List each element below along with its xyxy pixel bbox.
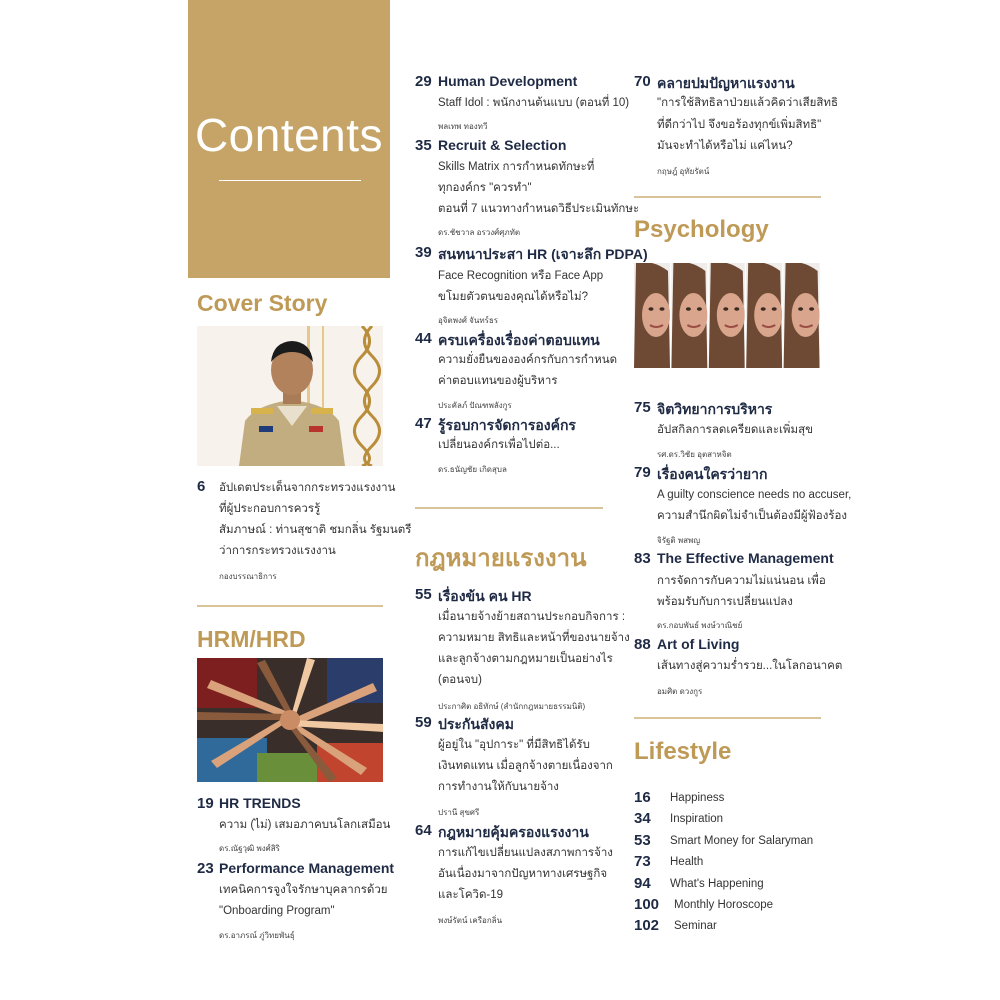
entry-author: ดร.กอบพันธ์ พงษ์วาณิชย์ (657, 621, 743, 630)
entry-author: ดร.ชัชวาล อรวงศ์ศุภทัต (438, 228, 521, 237)
entry-line: และโควิด-19 (438, 889, 504, 901)
page-number: 55 (415, 586, 432, 603)
page-number: 59 (415, 714, 432, 731)
toc-entry-org-management[interactable] (415, 415, 605, 475)
entry-author: ประกาศิต อธิทักษ์ (สำนักกฎหมายธรรมนิติ) (438, 702, 586, 711)
entry-line: A guilty conscience needs no accuser, (657, 489, 852, 501)
page-number: 75 (634, 399, 651, 416)
entry-line: Skills Matrix การกำหนดทักษะที่ (438, 161, 595, 173)
page-number: 47 (415, 415, 432, 432)
entry-title: Recruit & Selection (438, 137, 567, 153)
section-divider (415, 507, 603, 509)
page-number: 102 (634, 917, 660, 934)
lifestyle-label: What's Happening (670, 878, 764, 890)
entry-line: "Onboarding Program" (219, 905, 335, 917)
toc-entry-hr-trends[interactable] (197, 795, 391, 855)
entry-title: สนทนาประสา HR (เจาะลึก PDPA) (438, 246, 648, 262)
entry-author: ดร.ณัฐวุฒิ พงศ์สิริ (219, 844, 280, 853)
entry-line: เปลี่ยนองค์กรเพื่อไปต่อ... (438, 439, 560, 451)
section-heading-lifestyle: Lifestyle (634, 738, 732, 765)
entry-line: อัปเดตประเด็นจากกระทรวงแรงงาน (219, 482, 396, 494)
entry-line: (ตอนจบ) (438, 674, 482, 686)
toc-entry-management-psychology[interactable] (634, 399, 834, 459)
entry-title: เรื่องคนใครว่ายาก (657, 466, 768, 482)
entry-line: อันเนื่องมาจากปัญหาทางเศรษฐกิจ (438, 868, 608, 880)
entry-line: "การใช้สิทธิลาป่วยแล้วคิดว่าเสียสิทธิ (657, 97, 839, 109)
page-number: 34 (634, 810, 651, 827)
entry-line: การแก้ไขเปลี่ยนแปลงสภาพการจ้าง (438, 847, 613, 859)
toc-entry-cover-story[interactable] (197, 478, 412, 583)
entry-title: ประกันสังคม (438, 716, 514, 732)
toc-entry-art-of-living[interactable] (634, 636, 843, 696)
page-number: 16 (634, 789, 651, 806)
psychology-photo (634, 263, 821, 368)
entry-author: ดร.อาภรณ์ ภู่วิทยพันธุ์ (219, 931, 295, 940)
entry-line: พร้อมรับกับการเปลี่ยนแปลง (657, 596, 793, 608)
entry-author: กฤษฎ์ อุทัยรัตน์ (657, 167, 710, 176)
section-heading-cover-story: Cover Story (197, 290, 328, 316)
toc-entry-pdpa[interactable] (415, 244, 648, 325)
entry-author: พลเทพ ทองทวี (438, 122, 488, 131)
entry-title: เรื่องข้น คน HR (438, 588, 532, 604)
entry-author: อุจิตพงศ์ จันทร์ธร (438, 316, 499, 325)
entry-line: และลูกจ้างตามกฎหมายเป็นอย่างไร (438, 653, 613, 665)
page-number: 29 (415, 73, 432, 90)
toc-entry-labor-protection[interactable] (415, 822, 613, 925)
entry-line: ที่ดีกว่าไป จึงขอร้องทุกข์เพิ่มสิทธิ" (657, 119, 822, 131)
entry-author: รศ.ดร.วิชัย อุตสาหจิต (657, 450, 732, 459)
page-number: 35 (415, 137, 432, 154)
section-heading-labor-law: กฎหมายแรงงาน (415, 545, 587, 572)
entry-author: พงษ์รัตน์ เครือกลิ่น (438, 916, 503, 925)
entry-author: กองบรรณาธิการ (219, 572, 277, 581)
section-divider (634, 196, 821, 198)
toc-entry-effective-management[interactable] (634, 550, 834, 630)
page-number: 88 (634, 636, 651, 653)
toc-entry-people-matters[interactable] (634, 464, 852, 545)
entry-title: รู้รอบการจัดการองค์กร (438, 417, 576, 433)
entry-line: เส้นทางสู่ความร่ำรวย...ในโลกอนาคต (657, 660, 843, 672)
page-number: 23 (197, 860, 214, 877)
entry-title: Art of Living (657, 636, 740, 652)
entry-line: Face Recognition หรือ Face App (438, 270, 604, 282)
toc-entry-hr-issues[interactable] (415, 586, 630, 716)
page-number: 19 (197, 795, 214, 812)
entry-line: ตอนที่ 7 แนวทางกำหนดวิธีประเมินทักษะ (438, 203, 640, 215)
entry-author: ดร.ธนัญชัย เกิดสุบล (438, 465, 507, 474)
lifestyle-label: Inspiration (670, 813, 724, 825)
entry-line: มันจะทำได้หรือไม่ แค่ไหน? (657, 140, 793, 152)
entry-line: การทำงานให้กับนายจ้าง (438, 781, 559, 793)
entry-title: ครบเครื่องเรื่องค่าตอบแทน (438, 332, 600, 348)
entry-line: เงินทดแทน เมื่อลูกจ้างตายเนื่องจาก (438, 760, 613, 772)
entry-line: ขโมยตัวตนของคุณได้หรือไม่? (438, 291, 589, 303)
lifestyle-label: Health (670, 856, 704, 868)
entry-line: สัมภาษณ์ : ท่านสุชาติ ชมกลิ่น รัฐมนตรี (219, 524, 412, 536)
lifestyle-label: Smart Money for Salaryman (670, 835, 814, 847)
entry-line: ความสำนึกผิดไม่จำเป็นต้องมีผู้ฟ้องร้อง (657, 510, 848, 522)
lifestyle-label: Happiness (670, 792, 725, 804)
page-number: 83 (634, 550, 651, 567)
entry-line: ที่ผู้ประกอบการควรรู้ (219, 503, 321, 515)
page-number: 64 (415, 822, 432, 839)
toc-entry-human-development[interactable] (415, 73, 630, 131)
contents-banner (188, 0, 390, 278)
entry-line: ว่าการกระทรวงแรงงาน (219, 545, 336, 557)
entry-title: จิตวิทยาการบริหาร (657, 401, 773, 417)
page-number: 73 (634, 853, 651, 870)
page-title: Contents (194, 109, 384, 161)
entry-line: เมื่อนายจ้างย้ายสถานประกอบกิจการ : (438, 611, 626, 623)
hrm-hrd-photo (197, 658, 383, 782)
entry-author: อมศิต ดวงกูร (657, 687, 703, 696)
section-heading-psychology: Psychology (634, 216, 769, 243)
cover-story-photo (197, 326, 383, 466)
entry-title: The Effective Management (657, 550, 834, 566)
page-number: 70 (634, 73, 651, 90)
entry-title: Performance Management (219, 860, 395, 876)
entry-title: คลายปมปัญหาแรงงาน (657, 75, 795, 91)
page-number: 79 (634, 464, 651, 481)
entry-title: HR TRENDS (219, 795, 301, 811)
entry-author: ประคัลภ์ ปัณฑพลังกูร (438, 401, 512, 410)
entry-line: ความ (ไม่) เสมอภาคบนโลกเสมือน (219, 819, 391, 831)
entry-line: การจัดการกับความไม่แน่นอน เพื่อ (657, 575, 826, 587)
section-divider (197, 605, 383, 607)
title-underline (219, 180, 361, 181)
lifestyle-label: Monthly Horoscope (674, 899, 774, 911)
toc-entry-labor-problems[interactable] (634, 73, 839, 178)
toc-entry-compensation[interactable] (415, 330, 618, 410)
toc-entry-social-security[interactable] (415, 714, 613, 817)
toc-entry-performance-management[interactable] (197, 860, 395, 940)
section-heading-hrm-hrd: HRM/HRD (197, 626, 306, 652)
entry-line: ทุกองค์กร "ควรทำ" (438, 182, 532, 194)
page-number: 94 (634, 875, 651, 892)
entry-line: ค่าตอบแทนของผู้บริหาร (438, 375, 558, 387)
toc-entry-recruit-selection[interactable] (415, 137, 640, 237)
entry-line: Staff Idol : พนักงานต้นแบบ (ตอนที่ 10) (438, 97, 630, 109)
entry-line: ความหมาย สิทธิและหน้าที่ของนายจ้าง (438, 632, 630, 644)
entry-line: อัปสกิลการลดเครียดและเพิ่มสุข (657, 424, 813, 436)
entry-author: ปรานี สุขศรี (438, 808, 480, 817)
page-number: 44 (415, 330, 432, 347)
page-number: 39 (415, 244, 432, 261)
lifestyle-label: Seminar (674, 920, 717, 932)
entry-title: Human Development (438, 73, 578, 89)
entry-title: กฎหมายคุ้มครองแรงงาน (438, 824, 589, 840)
section-divider (634, 717, 821, 719)
page-number: 6 (197, 478, 206, 495)
page-number: 53 (634, 832, 651, 849)
entry-line: เทคนิคการจูงใจรักษาบุคลากรด้วย (219, 884, 388, 896)
page-number: 100 (634, 896, 660, 913)
entry-author: จิรัฐติ พสพญ (657, 536, 701, 545)
entry-line: ความยั่งยืนขององค์กรกับการกำหนด (438, 354, 618, 366)
entry-line: ผู้อยู่ใน "อุปการะ" ที่มีสิทธิได้รับ (438, 739, 590, 751)
